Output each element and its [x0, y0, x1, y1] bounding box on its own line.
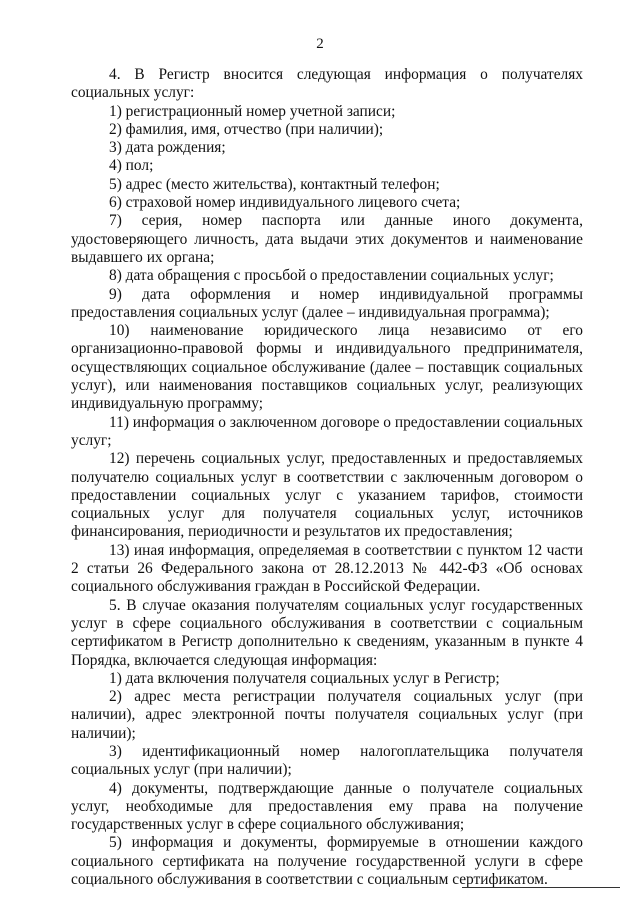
document-paragraph: 7) серия, номер паспорта или данные иного документа, удостоверяющего личность, дата выдачи этих документов и наименование выдавшего их органа; — [71, 212, 583, 266]
document-paragraph: 6) страховой номер индивидуального лицевого счета; — [109, 194, 461, 212]
document-paragraph: 4) пол; — [109, 157, 154, 175]
document-paragraph: 4) документы, подтверждающие данные о получателе социальных услуг, необходимые для предоставления ему права на получение государственных услуг в сфере социального обслуживания; — [71, 779, 583, 834]
document-paragraph: 2) фамилия, имя, отчество (при наличии); — [109, 120, 384, 138]
document-paragraph: 8) дата обращения с просьбой о предоставлении социальных услуг; — [109, 267, 554, 285]
document-paragraph: 1) регистрационный номер учетной записи; — [109, 102, 396, 120]
document-paragraph: 11) информация о заключенном договоре о предоставлении социальных услуг; — [71, 413, 583, 449]
document-paragraph: 4. В Регистр вносится следующая информация о получателях социальных услуг: — [71, 66, 583, 102]
document-body — [71, 66, 583, 889]
document-paragraph: 5. В случае оказания получателям социальных услуг государственных услуг в сфере социального обслуживания в соответствии с социальным сертификатом в Регистр дополнительно к сведениям, указанным в пункте 4 Порядка, включается следующая информация: — [71, 596, 583, 669]
document-paragraph: 3) идентификационный номер налогоплательщика получателя социальных услуг (при наличии); — [71, 742, 583, 779]
document-paragraph: 10) наименование юридического лица независимо от его организационно-правовой формы и индивидуального предпринимателя, осуществляющих социальное обслуживание (далее – поставщик социальных услуг), или наименования поставщиков социальных услуг, реализующих индивидуальную программу; — [71, 322, 583, 413]
document-paragraph: 9) дата оформления и номер индивидуальной программы предоставления социальных услуг (далее – индивидуальная программа); — [71, 285, 583, 321]
document-paragraph: 5) информация и документы, формируемые в отношении каждого социального сертификата на получение государственной услуги в сфере социального обслуживания в соответствии с социальным сертификатом. — [71, 834, 583, 889]
document-paragraph: 2) адрес места регистрации получателя социальных услуг (при наличии), адрес электронной почты получателя социальных услуг (при наличии); — [71, 688, 583, 742]
page-number: 2 — [316, 36, 324, 52]
divider-line — [462, 887, 620, 888]
document-paragraph: 5) адрес (место жительства), контактный телефон; — [109, 175, 440, 193]
document-paragraph: 13) иная информация, определяемая в соответствии с пунктом 12 части 2 статьи 26 Федерального закона от 28.12.2013 № 442-ФЗ «Об основах социального обслуживания граждан в Российской Федерации. — [71, 541, 583, 596]
document-paragraph: 12) перечень социальных услуг, предоставленных и предоставляемых получателю социальных услуг в соответствии с заключенным договором о предоставлении социальных услуг с указанием тарифов, стоимости социальных услуг для получателя социальных услуг, источников финансирования, периодичности и результатов их предоставления; — [71, 450, 583, 541]
document-paragraph: 3) дата рождения; — [109, 139, 226, 157]
document-paragraph: 1) дата включения получателя социальных услуг в Регистр; — [109, 669, 500, 687]
